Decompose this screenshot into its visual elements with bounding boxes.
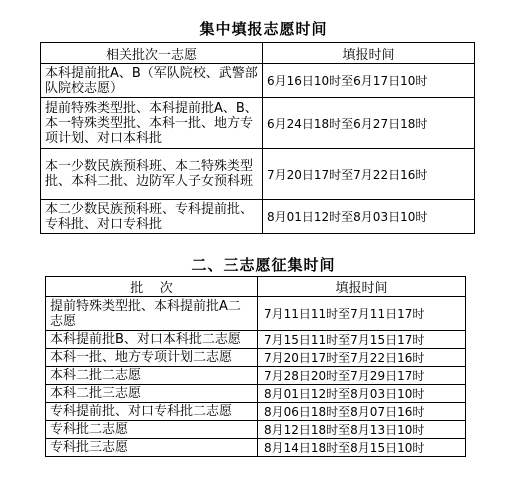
batch-cell: 本一少数民族预科班、本二特殊类型批、本科二批、边防军人子女预科班 — [41, 149, 263, 200]
time-cell: 8月12日18时至8月13日10时 — [258, 421, 466, 439]
batch-cell: 本科一批、地方专项计划二志愿 — [46, 349, 258, 367]
table-header-row — [41, 43, 475, 64]
batch-cell: 提前特殊类型批、本科提前批A二志愿 — [46, 297, 258, 331]
table-row — [46, 403, 466, 421]
registration-time-table — [40, 42, 475, 234]
time-cell: 7月20日17时至7月22日16时 — [258, 349, 466, 367]
column-header-batch: 相关批次一志愿 — [41, 43, 263, 64]
batch-cell: 专科批三志愿 — [46, 439, 258, 457]
column-header-batch: 批 次 — [46, 277, 258, 297]
section1-title: 集中填报志愿时间 — [199, 20, 328, 38]
table-row — [41, 98, 475, 149]
batch-cell: 本科二批三志愿 — [46, 385, 258, 403]
batch-cell: 提前特殊类型批、本科提前批A、B、本一特殊类型批、本科一批、地方专项计划、对口本科批 — [41, 98, 263, 149]
time-cell: 6月24日18时至6月27日18时 — [263, 98, 475, 149]
table-row — [46, 331, 466, 349]
batch-cell: 专科批二志愿 — [46, 421, 258, 439]
table-row — [41, 149, 475, 200]
time-cell: 6月16日10时至6月17日10时 — [263, 64, 475, 98]
table-row — [46, 421, 466, 439]
time-cell: 7月15日11时至7月15日17时 — [258, 331, 466, 349]
table-row — [46, 385, 466, 403]
time-cell: 8月01日12时至8月03日10时 — [263, 200, 475, 234]
time-cell: 8月14日18时至8月15日10时 — [258, 439, 466, 457]
time-cell: 7月20日17时至7月22日16时 — [263, 149, 475, 200]
batch-cell: 本二少数民族预科班、专科提前批、专科批、对口专科批 — [41, 200, 263, 234]
batch-cell: 本科二批二志愿 — [46, 367, 258, 385]
time-cell: 8月01日12时至8月03日10时 — [258, 385, 466, 403]
time-cell: 7月28日20时至7月29日17时 — [258, 367, 466, 385]
time-cell: 8月06日18时至8月07日16时 — [258, 403, 466, 421]
table-header-row — [46, 277, 466, 297]
column-header-time: 填报时间 — [263, 43, 475, 64]
table-row — [41, 64, 475, 98]
supplementary-time-table — [45, 276, 466, 457]
table-row — [46, 349, 466, 367]
batch-cell: 本科提前批B、对口本科批二志愿 — [46, 331, 258, 349]
batch-cell: 本科提前批A、B（军队院校、武警部队院校志愿） — [41, 64, 263, 98]
table-row — [46, 297, 466, 331]
batch-cell: 专科提前批、对口专科批二志愿 — [46, 403, 258, 421]
table-row — [46, 439, 466, 457]
time-cell: 7月11日11时至7月11日17时 — [258, 297, 466, 331]
table-row — [46, 367, 466, 385]
table-row — [41, 200, 475, 234]
section2-title: 二、三志愿征集时间 — [191, 256, 336, 274]
column-header-time: 填报时间 — [258, 277, 466, 297]
